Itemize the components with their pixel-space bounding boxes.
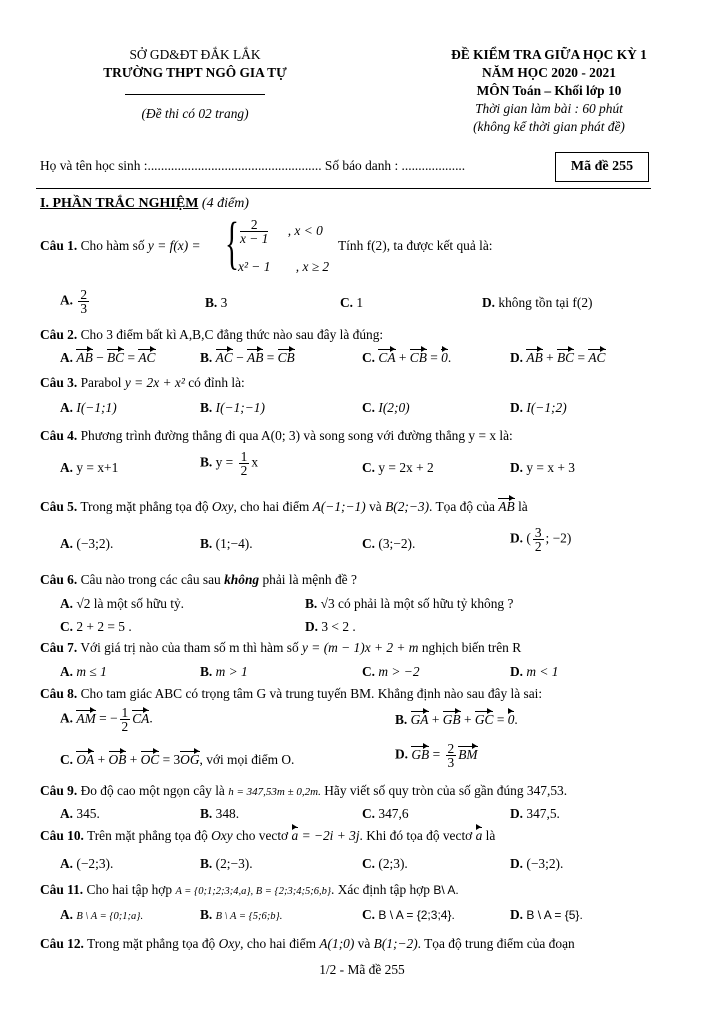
q7-option-c[interactable]: C. m > −2: [362, 664, 420, 679]
header-rule: [36, 188, 651, 189]
q9-option-c[interactable]: C. 347,6: [362, 806, 409, 821]
q3-option-d[interactable]: D. I(−1;2): [510, 400, 567, 415]
q4-option-c[interactable]: C. y = 2x + 2: [362, 460, 434, 475]
header-divider: [125, 94, 265, 95]
question-8: Câu 8. Cho tam giác ABC có trọng tâm G và trung tuyến BM. Khẳng định nào sau đây là sai:: [40, 686, 543, 701]
q1-text: Cho hàm số: [80, 238, 145, 253]
q8-option-d[interactable]: D. GB = $\frac{2}{3}$ BM: [395, 741, 478, 770]
q4-option-d[interactable]: D. y = x + 3: [510, 460, 575, 475]
department-name: SỞ GD&ĐT ĐẮK LẮK: [129, 47, 261, 62]
q11-option-d[interactable]: D. B \ A = {5}.: [510, 907, 583, 922]
q7-option-d[interactable]: D. m < 1: [510, 664, 559, 679]
q7-option-b[interactable]: B. m > 1: [200, 664, 248, 679]
q1-case2-expr: x² − 1: [238, 259, 271, 274]
q6-option-b[interactable]: B. √3 có phải là một số hữu tỷ không ?: [305, 596, 514, 611]
q3-option-c[interactable]: C. I(2;0): [362, 400, 410, 415]
q11-option-a[interactable]: A. B \ A = {0;1;a}.: [60, 907, 144, 922]
section-heading: I. PHẦN TRẮC NGHIỆM: [40, 196, 199, 211]
q9-option-b[interactable]: B. 348.: [200, 806, 240, 821]
q11-option-b[interactable]: B. B \ A = {5;6;b}.: [200, 907, 283, 922]
q10-option-d[interactable]: D. (−3;2).: [510, 856, 564, 871]
header-right: [418, 46, 680, 136]
q6-option-c[interactable]: C. 2 + 2 = 5 .: [60, 619, 132, 634]
q10-option-a[interactable]: A. (−2;3).: [60, 856, 114, 871]
q1-case1-cond: , x < 0: [287, 222, 323, 238]
q8-option-a[interactable]: A. AM = − $\frac{1}{2}$ CA.: [60, 705, 153, 734]
question-7: Câu 7. Với giá trị nào của tham số m thì hàm số y = (m − 1)x + 2 + m nghịch biến trên R: [40, 640, 522, 655]
school-name: TRƯỜNG THPT NGÔ GIA TỰ: [103, 65, 287, 80]
q6-option-d[interactable]: D. 3 < 2 .: [305, 619, 356, 634]
duration: Thời gian làm bài : 60 phút: [475, 101, 623, 116]
q1-tail: Tính f(2), ta được kết quả là:: [338, 238, 493, 253]
q4-option-a[interactable]: A. y = x+1: [60, 460, 119, 475]
exam-title: ĐỀ KIỂM TRA GIỮA HỌC KỲ 1: [451, 47, 647, 62]
school-year: NĂM HỌC 2020 - 2021: [482, 65, 616, 80]
q4-option-b[interactable]: B. y = $\frac{1}{2}$ x: [200, 449, 259, 478]
q2-option-d[interactable]: D. AB + BC = AC: [510, 350, 606, 365]
question-12: Câu 12. Trong mặt phẳng tọa độ Oxy, cho hai điểm A(1;0) và B(1;−2). Tọa độ trung điểm của đoạn: [40, 936, 575, 951]
exam-code-box: Mã đề 255: [555, 152, 649, 182]
q1-func: y = f(x) =: [147, 238, 201, 253]
question-9: Câu 9. Đo độ cao một ngọn cây là h = 347,53m ± 0,2m. Hãy viết số quy tròn của số gần đúng 347,53.: [40, 783, 568, 798]
q5-option-b[interactable]: B. (1;−4).: [200, 536, 253, 551]
q8-option-b[interactable]: B. GA + GB + GC = 0.: [395, 712, 518, 727]
subject: MÔN Toán – Khối lớp 10: [476, 83, 622, 98]
q1-option-b[interactable]: B. 3: [205, 295, 228, 310]
section-points: (4 điểm): [201, 196, 249, 211]
q5-option-c[interactable]: C. (3;−2).: [362, 536, 416, 551]
q1-option-a[interactable]: A. $\frac{2}{3}$: [60, 287, 88, 316]
q1-case1-fraction: $\frac{2}{x - 1}$: [240, 217, 269, 246]
section-title: [40, 196, 249, 212]
q1-case2-cond: , x ≥ 2: [295, 259, 330, 274]
q1-case-2: [238, 259, 329, 275]
q9-option-d[interactable]: D. 347,5.: [510, 806, 560, 821]
question-5: Câu 5. Trong mặt phẳng tọa độ Oxy, cho hai điểm A(−1;−1) và B(2;−3). Tọa độ của AB là: [40, 499, 528, 514]
q1-option-c[interactable]: C. 1: [340, 295, 364, 310]
question-2: Câu 2. Cho 3 điểm bất kì A,B,C đẳng thức nào sau đây là đúng:: [40, 327, 384, 342]
q1-case-1: [238, 218, 323, 245]
q10-option-b[interactable]: B. (2;−3).: [200, 856, 253, 871]
q10-option-c[interactable]: C. (2;3).: [362, 856, 408, 871]
q2-option-b[interactable]: B. AC − AB = CB: [200, 350, 295, 365]
student-info-line: Họ và tên học sinh :.................................................... Số báo danh : ...................: [40, 158, 466, 173]
q1-option-d[interactable]: D. không tồn tại f(2): [482, 295, 593, 310]
q9-option-a[interactable]: A. 345.: [60, 806, 100, 821]
q8-option-c[interactable]: C. OA + OB + OC = 3OG, với mọi điểm O.: [60, 752, 295, 767]
question-6: Câu 6. Câu nào trong các câu sau không phải là mệnh đề ?: [40, 572, 357, 587]
q2-option-c[interactable]: C. CA + CB = 0.: [362, 350, 452, 365]
q11-option-c[interactable]: C. B \ A = {2;3;4}.: [362, 907, 455, 922]
question-3: Câu 3. Parabol y = 2x + x² có đỉnh là:: [40, 375, 245, 390]
question-11: Câu 11. Cho hai tập hợp A = {0;1;2;3;4,a}, B = {2;3;4;5;6,b}. Xác định tập hợp B\ A.: [40, 882, 459, 897]
q5-option-a[interactable]: A. (−3;2).: [60, 536, 114, 551]
q2-option-a[interactable]: A. AB − BC = AC: [60, 350, 156, 365]
q1-label: Câu 1.: [40, 238, 78, 253]
header-left: [80, 46, 310, 123]
question-4: Câu 4. Phương trình đường thẳng đi qua A(0; 3) và song song với đường thẳng y = x là:: [40, 428, 513, 443]
q3-option-b[interactable]: B. I(−1;−1): [200, 400, 265, 415]
question-10: Câu 10. Trên mặt phẳng tọa độ Oxy cho vectơ a = −2i + 3j. Khi đó tọa độ vectơ a là: [40, 828, 496, 843]
q7-option-a[interactable]: A. m ≤ 1: [60, 664, 107, 679]
q6-option-a[interactable]: A. √2 là một số hữu tỷ.: [60, 596, 185, 611]
q5-option-d[interactable]: D. ( $\frac{3}{2}$ ; −2): [510, 525, 572, 554]
q3-option-a[interactable]: A. I(−1;1): [60, 400, 117, 415]
page-footer: 1/2 - Mã đề 255: [319, 962, 405, 977]
duration-note: (không kể thời gian phát đề): [473, 119, 625, 134]
piecewise-brace: {: [225, 210, 239, 275]
page-count-note: (Đề thi có 02 trang): [141, 106, 249, 121]
